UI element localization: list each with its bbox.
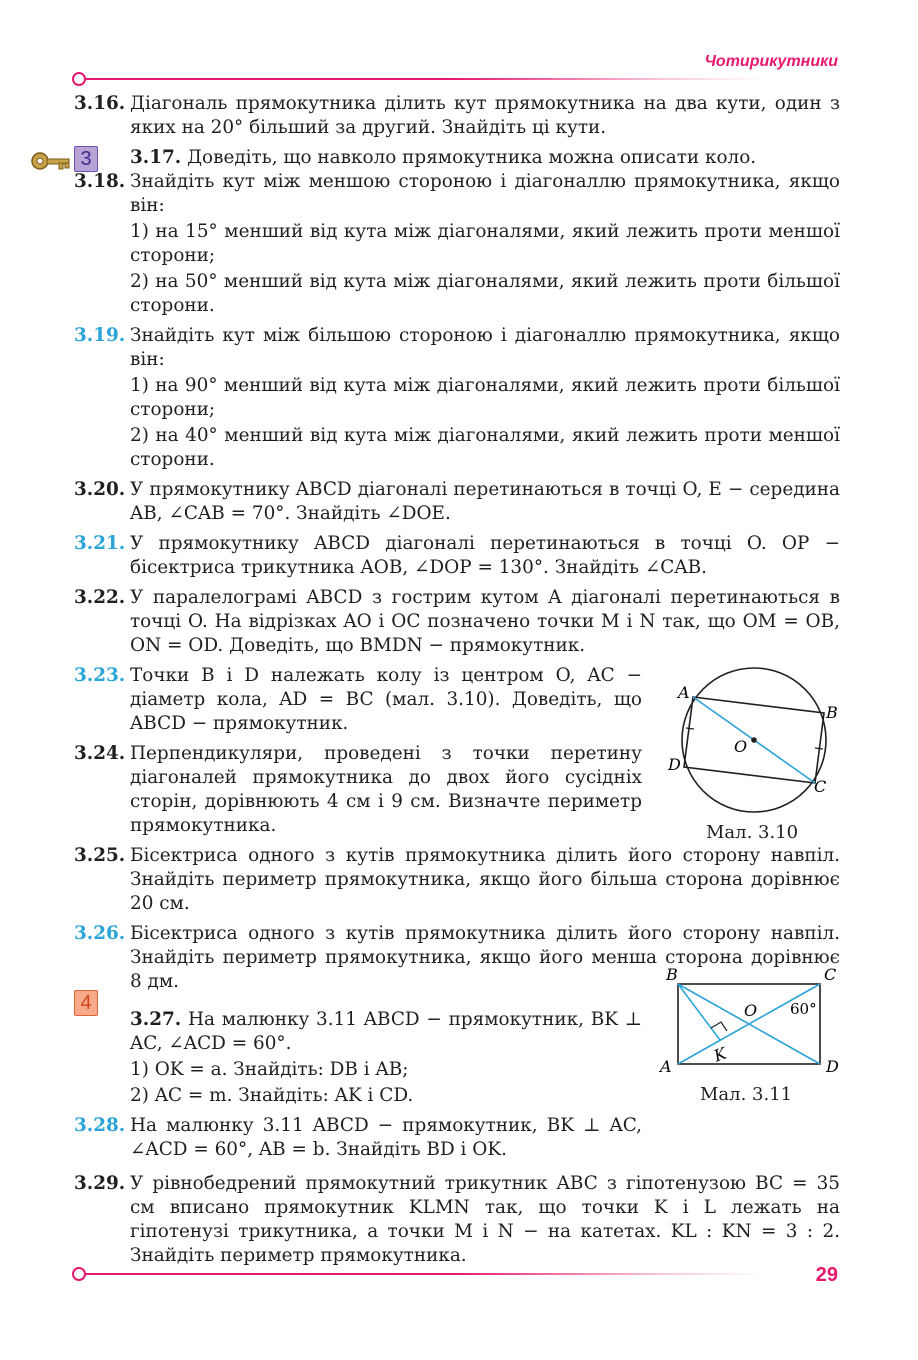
label-a: A — [660, 1057, 672, 1076]
tick-mark — [686, 728, 694, 729]
problem-number: 3.24. — [74, 743, 126, 764]
problem-3-20 — [74, 478, 840, 526]
label-b: B — [666, 965, 678, 984]
problem-3-29 — [74, 1172, 840, 1268]
problem-3-17 — [74, 146, 840, 170]
problem-3-22 — [74, 586, 840, 658]
problem-number: 3.20. — [74, 479, 126, 500]
label-d: D — [826, 1057, 839, 1076]
problem-subitem: 2) AC = m. Знайдіть: AK і CD. — [130, 1085, 414, 1106]
label-k: K — [711, 1043, 730, 1066]
label-o: O — [734, 737, 748, 756]
label-d: D — [668, 755, 681, 774]
label-o: O — [744, 1001, 758, 1020]
problem-3-21 — [74, 532, 840, 580]
problem-text: У рівнобедрений прямокутний трикутник ABC з гіпотенузою BC = 35 см вписано прямокутник KLMN так, що точки K і L лежать на гіпотенузі трикутника, а точки M і N − на катетах. KL : KN = 3 : 2. Знайдіть периметр прямокутника. — [130, 1173, 840, 1266]
level-4-badge-icon: 4 — [74, 990, 98, 1016]
problem-text: Доведіть, що навколо прямокутника можна описати коло. — [187, 147, 757, 168]
problem-subitem: 1) OK = a. Знайдіть: DB і AB; — [130, 1059, 409, 1080]
problem-text: Знайдіть кут між меншою стороною і діагоналлю прямокутника, якщо він: — [130, 171, 840, 216]
problem-text: У прямокутнику ABCD діагоналі перетинаються в точці O, E − середина AB, ∠CAB = 70°. Знайдіть ∠DOE. — [130, 479, 840, 524]
problem-text: Знайдіть кут між більшою стороною і діагоналлю прямокутника, якщо він: — [130, 325, 840, 370]
header-rule — [74, 78, 764, 80]
problem-3-19 — [74, 324, 840, 472]
label-c: C — [814, 777, 827, 796]
problem-text: Перпендикуляри, проведені з точки перетину діагоналей прямокутника до двох його сусідніх сторін, дорівнюють 4 см і 9 см. Визначте периметр прямокутника. — [130, 743, 642, 836]
problem-number: 3.23. — [74, 665, 126, 686]
problem-subitem: 1) на 90° менший від кута між діагоналями, який лежить проти більшої сторони; — [130, 375, 840, 420]
page-number: 29 — [815, 1264, 838, 1286]
right-angle-mark — [711, 1022, 727, 1031]
tick-mark — [815, 748, 823, 749]
footer-rule — [74, 1273, 764, 1275]
problem-text: Бісектриса одного з кутів прямокутника ділить його сторону навпіл. Знайдіть периметр прямокутника, якщо його більша сторона дорівнює 20 см. — [130, 845, 840, 914]
problem-number: 3.18. — [74, 171, 126, 192]
problem-number: 3.28. — [74, 1115, 126, 1136]
label-c: C — [824, 965, 837, 984]
problem-number: 3.26. — [74, 923, 126, 944]
label-b: B — [826, 703, 838, 722]
perpendicular-bk — [678, 984, 720, 1040]
problem-text: У паралелограмі ABCD з гострим кутом A діагоналі перетинаються в точці O. На відрізках AO і OC позначено точки M і N так, що OM = OB, ON = OD. Доведіть, що BMDN − прямокутник. — [130, 587, 840, 656]
figure-3-11-caption: Мал. 3.11 — [700, 1084, 793, 1105]
angle-label: 60° — [790, 1000, 817, 1018]
figure-3-10 — [664, 664, 840, 834]
label-a: A — [678, 683, 690, 702]
problem-text: Точки B і D належать колу із центром O, AC − діаметр кола, AD = BC (мал. 3.10). Доведіть, що ABCD − прямокутник. — [130, 665, 642, 734]
problem-text: У прямокутнику ABCD діагоналі перетинаються в точці O. OP − бісектриса трикутника AOB, ∠DOP = 130°. Знайдіть ∠CAB. — [130, 533, 840, 578]
problem-number: 3.17. — [130, 147, 182, 168]
problem-text: Бісектриса одного з кутів прямокутника ділить його сторону навпіл. Знайдіть периметр прямокутника, якщо його менша сторона дорівнює 8 дм. — [130, 923, 840, 992]
problem-number: 3.29. — [74, 1173, 126, 1194]
figure-3-11 — [656, 964, 842, 1080]
problem-number: 3.21. — [74, 533, 126, 554]
problem-text: Діагональ прямокутника ділить кут прямокутника на два кути, один з яких на 20° більший за другий. Знайдіть ці кути. — [130, 93, 840, 138]
key-icon — [30, 149, 72, 173]
figure-3-10-caption: Мал. 3.10 — [706, 822, 799, 843]
problem-text: На малюнку 3.11 ABCD − прямокутник, BK ⊥ AC, ∠ACD = 60°, AB = b. Знайдіть BD і OK. — [130, 1115, 642, 1160]
problem-number: 3.27. — [130, 1009, 182, 1030]
problem-subitem: 2) на 50° менший від кута між діагоналями, який лежить проти більшої сторони. — [130, 271, 840, 316]
problem-subitem: 1) на 15° менший від кута між діагоналями, який лежить проти меншої сторони; — [130, 221, 840, 266]
problem-number: 3.19. — [74, 325, 126, 346]
problem-3-18 — [74, 170, 840, 318]
level-3-badge-icon: 3 — [74, 146, 98, 172]
footer-rule-dot — [72, 1267, 86, 1281]
section-title: Чотирикутники — [704, 53, 838, 70]
problem-number: 3.22. — [74, 587, 126, 608]
problem-number: 3.25. — [74, 845, 126, 866]
problem-subitem: 2) на 40° менший від кута між діагоналями, який лежить проти меншої сторони. — [130, 425, 840, 470]
problem-3-25 — [74, 844, 840, 916]
problem-3-16 — [74, 92, 840, 140]
problem-3-28 — [74, 1114, 840, 1162]
center-point — [751, 737, 757, 743]
problem-number: 3.16. — [74, 93, 126, 114]
header-rule-dot — [72, 72, 86, 86]
problem-text: На малюнку 3.11 ABCD − прямокутник, BK ⊥ AC, ∠ACD = 60°. — [130, 1009, 642, 1054]
